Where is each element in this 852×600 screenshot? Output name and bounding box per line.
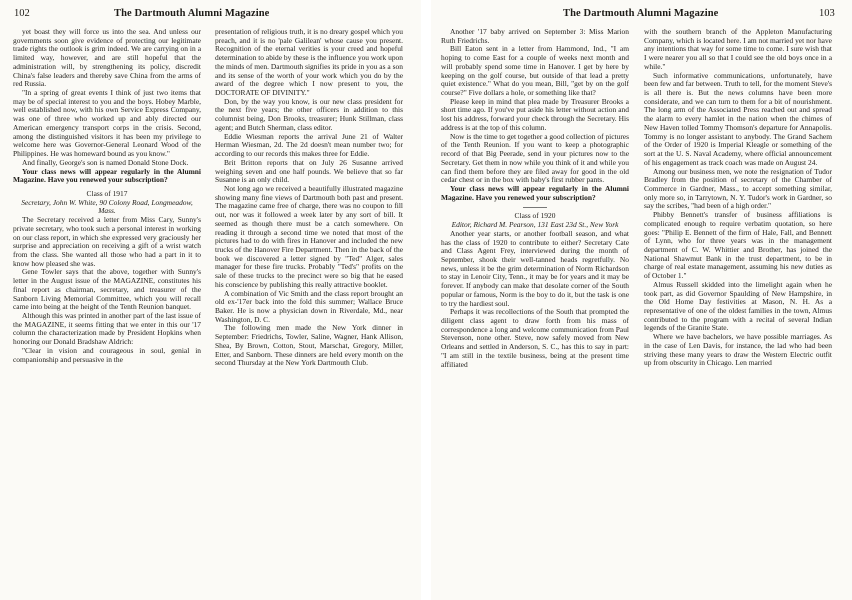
right-column-2 xyxy=(644,28,832,596)
paragraph: presentation of religious truth, it is no dreary gospel which you preach, and it is no 'pale Galilean' whose cause you present. Recognition of the eternal verities is your creed and hopeful determination to abide by these is the influence you work upon the minds of men. Dartmouth signifies its pride in you as a son and its sense of the worth of your work which you do by the award of the degree which I now present to you, the DOCTORATE OF DIVINITY." xyxy=(215,28,403,98)
class-heading: Class of 1917 xyxy=(86,188,128,198)
right-page xyxy=(431,0,852,600)
paragraph: Not long ago we received a beautifully illustrated magazine showing many fine views of Dartmouth both past and present. The magazine came free of charge, there was no coupon to fill out, nor was it followed a week later by any sort of bill. It seemed as though there must be a catch somewhere. On reading it through a second time we noted that most of the pictures had to do with fires in Hanover and included the new trucks of the Hanover Fire Department. Then in the back of the book we discovered a letter signed by "Ted" Alger, sales manager for these fire trucks. Probably "Ted's" profits on the sale of these trucks to the precinct were so big that he eased his conscience by publishing this really attractive booklet. xyxy=(215,183,403,289)
paragraph: Now is the time to get together a good collection of pictures of the Tenth Reunion. If you want to keep a photographic record of that Big Peerade, send in your pictures now to the Secretary. Get them in now while you think of it and while you can find them before they are filed away for good in the old cedar chest or in the box with baby's first rubber pants. xyxy=(441,131,629,185)
page-gutter xyxy=(421,0,431,600)
subscription-notice: Your class news will appear regularly in the Alumni Magazine. Have you renewed your subscription? xyxy=(13,166,201,185)
paragraph: Where we have bachelors, we have possible marriages. As in the case of Len Davis, for instance, the lad who had been striving these many years to draw the Western Electric outfit up from obscurity in Chicago. Len married xyxy=(644,332,832,368)
class-secretary: Secretary, John W. White, 90 Colony Road, Longmeadow, Mass. xyxy=(21,197,193,216)
left-column-1 xyxy=(13,28,201,596)
paragraph: Phibby Bennett's transfer of business affiliations is complicated enough to require verbatim quotation, so here goes: "Philip E. Bennett of the firm of Hale, Fall, and Bennett of Lynn, who for three years was in the management department of C. W. Whittier and Brother, has joined the National Shawmut Bank in the trust department, to be in charge of real estate management, assuming his new duties as of October 1." xyxy=(644,210,832,281)
paragraph: A combination of Vic Smith and the class report brought an old ex-'17er back into the fold this summer; Wallace Bruce Baker. He is now a physician down in Riverdale, Md., near Washington, D. C. xyxy=(215,288,403,324)
paragraph: Gene Towler says that the above, together with Sunny's letter in the August issue of the MAGAZINE, constitutes his final report as chairman, secretary, and treasurer of the Sanborn Living Memorial Committee, which you will recall came into being at the height of the Tenth Reunion banquet. xyxy=(13,267,201,312)
paragraph: Another year starts, or another football season, and what has the class of 1920 to contribute to either? Secretary Cate and Class Agent Frey, interviewed during the month of September, shook their well-tanned heads regretfully. No news, unless it be the grim determination of Norm Richardson to stay in Lenoir City, Tenn., it may be for years and it may be forever. If anybody can make that desolate corner of the South popular or famous, Norm is the boy to do it, but the task is one to try the hardiest soul. xyxy=(441,228,629,308)
section-divider xyxy=(523,207,547,208)
paragraph: "Clear in vision and courageous in soul, genial in companionship and persuasive in the xyxy=(13,345,201,364)
paragraph: Bill Eaton sent in a letter from Hammond, Ind., "I am hoping to come East for a couple of weeks next month and will probably spend some time in Hanover. I get by here by keeping on the golf course, but outside of that lead a pretty quiet existence." What do you mean, Bill, "get by on the golf course?" Five dollars a hole, or something like that? xyxy=(441,44,629,98)
left-column-2 xyxy=(215,28,403,596)
paragraph: "In a spring of great events I think of just two items that may be of special interest to you and the boys. Hobey Marble, well established now, with his own Service Express Company, was one of three who worked up and ably directed our American emergency transport corps in the crisis. Second, among the distinguished visitors it has been my privilege to welcome here was Governor-General Leonard Wood of the Philippines. He was homeward bound as you know." xyxy=(13,88,201,159)
paragraph: Although this was printed in another part of the last issue of the MAGAZINE, it seems fitting that we enter in this our '17 column the characterization made by President Hopkins when honoring our Donald Bradshaw Aldrich: xyxy=(13,311,201,347)
paragraph: Perhaps it was recollections of the South that prompted the diligent class agent to draw forth from his mass of correspondence a long and welcome communication from Paul Stevenson, none other. Steve, now safely moved from New Orleans and settled in Anderson, S. C., has this to say in part: "I am still in the textile business, being at the present time affiliated xyxy=(441,307,629,369)
paragraph: The following men made the New York dinner in September: Friedrichs, Towler, Saline, Wagner, Hank Allison, Shea, By Brown, Cotton, Stout, Marschat, Gregory, Miller, Etter, and Sanborn. These dinners are held every month on the second Thursday at the New York Dartmouth Club. xyxy=(215,323,403,368)
left-page-number: 102 xyxy=(14,8,30,19)
paragraph: Please keep in mind that plea made by Treasurer Brooks a short time ago. If you've put aside his letter without action and lost his address, forward your check through the Secretary. His address is at the top of this column. xyxy=(441,96,629,132)
paragraph: Almus Russell skidded into the limelight again when he took part, as did Governor Spaulding of New Hampshire, in the Old Home Day festivities at Mason, N. H. As a representative of one of the oldest families in the town, Almus contributed to the program with a recital of several Indian legends of the Granite State. xyxy=(644,279,832,333)
class-editor: Editor, Richard M. Pearson, 131 East 23d St., New York xyxy=(451,220,619,230)
left-running-header: The Dartmouth Alumni Magazine xyxy=(114,8,270,19)
left-page xyxy=(0,0,421,600)
paragraph: And finally, George's son is named Donald Stone Dock. xyxy=(22,157,189,167)
paragraph: Eddie Wiesman reports the arrival June 21 of Walter Herman Wiesman, 2d. The 2d doesn't mean number two; for according to our records this makes three for Eddie. xyxy=(215,131,403,159)
paragraph: Don, by the way you know, is our new class president for the next five years; the other officers in addition to this columnist being, Don Brooks, treasurer; Hunk Stillman, class agent; and Butch Sherman, class editor. xyxy=(215,96,403,132)
paragraph: Another '17 baby arrived on September 3: Miss Marion Ruth Friedrichs. xyxy=(441,28,629,45)
right-page-number: 103 xyxy=(819,8,835,19)
right-column-1 xyxy=(441,28,629,596)
paragraph: with the southern branch of the Appleton Manufacturing Company, which is located here. I am not married yet nor have any intentions that way for some time to come. I sure wish that I were nearer you all so that I could see the old boys once in a while." xyxy=(644,28,832,71)
paragraph: Such informative communications, unfortunately, have been few and far between. Truth to tell, for the moment Steve's is all there is. But the news columns have been more considerate, and we can turn to them for a bit of nourishment. The long arm of the Associated Press reached out and spread the alarm to every hamlet in the nation when the chimes of New Haven tolled Tommy Thomson's departure for Annapolis. Tommy is no longer assistant to anybody. The Grand Sachem of the Order of 1920 is Imperial Kleagle or something of the sort at the U. S. Naval Academy, where official announcement of his engagement as track coach was made on August 24. xyxy=(644,70,832,167)
subscription-notice: Your class news will appear regularly in the Alumni Magazine. Have you renewed your subscription? xyxy=(441,183,629,202)
paragraph: Brit Britton reports that on July 26 Susanne arrived weighing seven and one half pounds. We believe that so far Susanne is an only child. xyxy=(215,157,403,185)
paragraph: The Secretary received a letter from Miss Cary, Sunny's private secretary, who took such a personal interest in working on our class report, in which she expressed very graciously her surprise and appreciation on receiving a gift of a wrist watch from the class. She wanted all those who had a part in it to know how pleased she was. xyxy=(13,215,201,268)
paragraph: Among our business men, we note the resignation of Tudor Bradley from the position of secretary of the Chamber of Commerce in Gardner, Mass., to accept something similar, only more so, in Tarrytown, N. Y. Tudor's work in Gardner, so say the scribes, "had been of a high order." xyxy=(644,166,832,211)
paragraph: yet boast they will force us into the sea. And unless our governments soon give evidence of protecting our legitimate trade rights the outlook is grim indeed. We are carrying on in a limited way, however, and are still hopeful that the administration will, by strengthening its policy, discredit China's false leaders and thereby save China from the arms of red Russia. xyxy=(13,28,201,89)
right-running-header: The Dartmouth Alumni Magazine xyxy=(563,8,719,19)
class-heading: Class of 1920 xyxy=(514,211,556,221)
